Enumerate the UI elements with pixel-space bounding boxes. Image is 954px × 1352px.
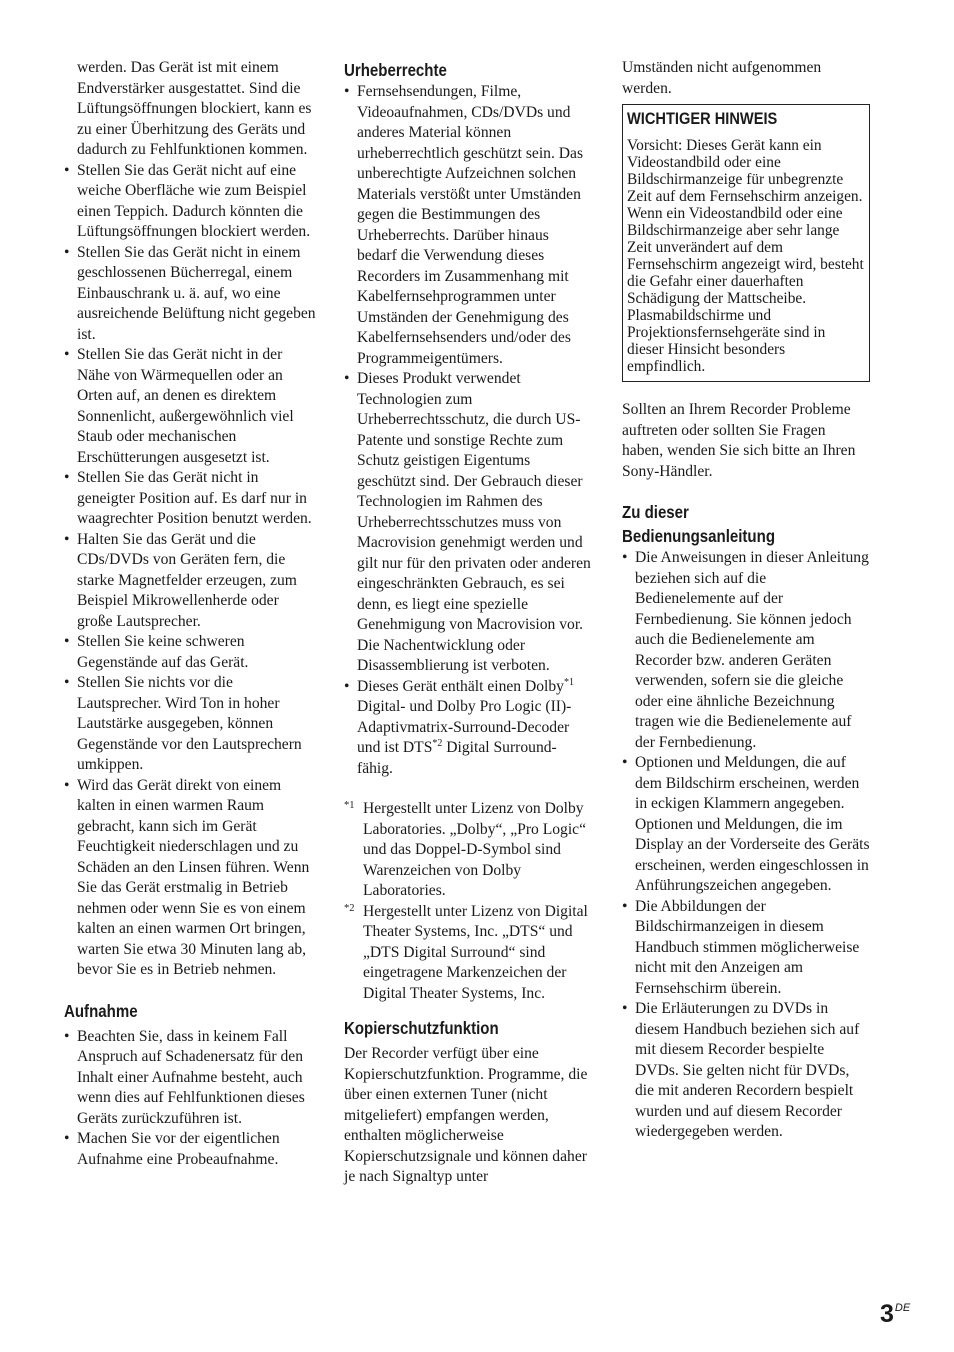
footnote-mark: *1 (344, 800, 355, 811)
list-item: • Beachten Sie, dass in keinem Fall Anspruch auf Schadenersatz für den Inhalt einer Aufnahme besteht, auch wenn dies auf Fehlfunktionen dieses Geräts zurückzuführen ist. (64, 1027, 316, 1130)
list-item: • Halten Sie das Gerät und die CDs/DVDs von Geräten fern, die starke Magnetfelder erzeugen, zum Beispiel Mikrowellenherde oder große Lautsprecher. (64, 530, 316, 633)
list-item: • Wird das Gerät direkt von einem kalten in einen warmen Raum gebracht, kann sich im Gerät Feuchtigkeit niederschlagen und zu Schäden an den Linsen führen. Wenn Sie das Gerät erstmalig in Betrieb nehmen oder wenn Sie es von einem kalten an einen warmen Ort bringen, warten Sie etwa 30 Minuten lang ab, bevor Sie es in Betrieb nehmen. (64, 776, 316, 981)
column-middle (344, 58, 592, 1188)
section-heading-urheberrechte: Urheberrechte (344, 60, 447, 80)
footnote-list (344, 799, 592, 1004)
notice-heading: WICHTIGER HINWEIS (627, 109, 778, 128)
column-right (622, 58, 870, 1143)
section-heading-bedienungsanleitung: Bedienungsanleitung (622, 526, 776, 546)
manual-bullet-list (622, 548, 870, 1143)
section-heading-zu-dieser: Zu dieser (622, 502, 689, 522)
footnote (344, 902, 592, 1005)
list-item: • Fernsehsendungen, Filme, Videoaufnahmen, CDs/DVDs und anderes Material können urheberrechtlich geschützt sein. Das unberechtigte Aufzeichnen solchen Materials verstößt unter Umständen gegen die Bestimmungen des Urheberrechts. Darüber hinaus bedarf die Verwendung dieses Recorders im Zusammenhang mit Kabelfernsehprogrammen unter Umständen der Genehmigung des Kabelfernsehsenders und/oder des Programmeigentümers. (344, 82, 592, 369)
list-item: • Stellen Sie nichts vor die Lautsprecher. Wird Ton in hoher Lautstärke ausgegeben, können Gegenstände vor den Lautsprechern umkippen. (64, 673, 316, 776)
list-item: • Machen Sie vor der eigentlichen Aufnahme eine Probeaufnahme. (64, 1129, 316, 1170)
continued-paragraph: werden. Das Gerät ist mit einem Endverstärker ausgestattet. Sind die Lüftungsöffnungen blockiert, kann es zu einer Überhitzung des Geräts und dadurch zu Fehlfunktionen kommen. (77, 59, 312, 158)
list-item: • Stellen Sie keine schweren Gegenstände auf das Gerät. (64, 632, 316, 673)
footnote-text: Hergestellt unter Lizenz von Digital Theater Systems, Inc. „DTS“ und „DTS Digital Surround“ sind eingetragene Markenzeichen der Digital Theater Systems, Inc. (363, 902, 588, 1002)
list-item: • Die Erläuterungen zu DVDs in diesem Handbuch beziehen sich auf mit diesem Recorder bespielte DVDs. Sie gelten nicht für DVDs, die mit anderen Recordern bespielt wurden und auf diesem Recorder wiedergegeben werden. (622, 999, 870, 1143)
footnote-ref: *1 (563, 676, 574, 688)
list-item: • Die Abbildungen der Bildschirmanzeigen in diesem Handbuch stimmen möglicherweise nicht mit den Anzeigen am Fernsehschirm überein. (622, 897, 870, 1000)
list-item-dolby (344, 677, 592, 780)
dolby-text-part: Digital- und Dolby Pro Logic (II)-Adaptivmatrix-Surround-Decoder und ist DTS (357, 698, 572, 756)
page-number (880, 1300, 910, 1329)
page-number-value: 3 (880, 1300, 894, 1328)
footnote-text: Hergestellt unter Lizenz von Dolby Laboratories. „Dolby“, „Pro Logic“ und das Doppel-D-Symbol sind Warenzeichen von Dolby Laboratories. (363, 800, 586, 899)
footnote-mark: *2 (344, 902, 355, 914)
list-item: • Dieses Produkt verwendet Technologien zum Urheberrechtsschutz, die durch US-Patente und sonstige Rechte zum Schutz geistigen Eigentums geschützt sind. Der Gebrauch dieser Technologien im Rahmen des Urheberrechtsschutzes muss von Macrovision genehmigt werden und gilt nur für den privaten oder anderen eingeschränkten Gebrauch, es sei denn, es liegt eine spezielle Genehmigung von Macrovision vor. Die Nachentwicklung oder Disassemblierung ist verboten. (344, 369, 592, 677)
section-heading-aufnahme: Aufnahme (64, 1000, 138, 1021)
continued-paragraph: Umständen nicht aufgenommen werden. (622, 59, 822, 97)
copyright-bullet-list (344, 82, 592, 779)
list-item: • Stellen Sie das Gerät nicht in geneigter Position auf. Es darf nur in waagrechter Position benutzt werden. (64, 468, 316, 530)
important-notice-box (622, 104, 870, 382)
list-item: • Stellen Sie das Gerät nicht in der Nähe von Wärmequellen oder an Orten auf, an denen es direktem Sonnenlicht, außergewöhnlich viel Staub oder mechanischen Erschütterungen ausgesetzt ist. (64, 345, 316, 468)
list-item: • Stellen Sie das Gerät nicht auf eine weiche Oberfläche wie zum Beispiel einen Teppich. Dadurch könnten die Lüftungsöffnungen blockiert werden. (64, 161, 316, 243)
dolby-text-part: Digital Surround-fähig. (357, 739, 557, 777)
aufnahme-bullet-list (64, 1027, 316, 1171)
support-paragraph: Sollten an Ihrem Recorder Probleme auftreten oder sollten Sie Fragen haben, wenden Sie sich bitte an Ihren Sony-Händler. (622, 401, 856, 480)
placement-bullet-list (64, 161, 316, 981)
column-left (64, 58, 316, 1170)
notice-text: Vorsicht: Dieses Gerät kann ein Videostandbild oder eine Bildschirmanzeige für unbegrenzte Zeit auf dem Fernsehschirm anzeigen. Wenn ein Videostandbild oder eine Bildschirmanzeige aber sehr lange Zeit unverändert auf dem Fernsehschirm angezeigt wird, besteht die Gefahr einer dauerhaften Schädigung der Mattscheibe. Plasmabildschirme und Projektionsfernsehgeräte sind in dieser Hinsicht besonders empfindlich. (627, 137, 864, 375)
list-item: • Die Anweisungen in dieser Anleitung beziehen sich auf die Bedienelemente auf der Fernbedienung. Sie können jedoch auch die Bedienelemente am Recorder bzw. anderen Geräten verwenden, sofern sie die gleiche oder eine ähnliche Bezeichnung tragen wie die Bedienelemente auf der Fernbedienung. (622, 548, 870, 753)
section-heading-kopierschutz: Kopierschutzfunktion (344, 1018, 499, 1038)
footnote (344, 799, 592, 902)
kopierschutz-paragraph: Der Recorder verfügt über eine Kopierschutzfunktion. Programme, die über einen externen Tuner (nicht mitgeliefert) empfangen werden, enthalten möglicherweise Kopierschutzsignale und können daher je nach Signaltyp unter (344, 1045, 588, 1185)
page-language-code: DE (894, 1302, 911, 1314)
list-item: • Optionen und Meldungen, die auf dem Bildschirm erscheinen, werden in eckigen Klammern angegeben. Optionen und Meldungen, die im Display an der Vorderseite des Geräts erscheinen, werden eingeschlossen in Anführungszeichen angegeben. (622, 753, 870, 897)
dolby-text-part: Dieses Gerät enthält einen Dolby (357, 677, 564, 695)
footnote-ref: *2 (432, 738, 443, 749)
list-item: • Stellen Sie das Gerät nicht in einem geschlossenen Bücherregal, einem Einbauschrank u. ä. auf, wo eine ausreichende Belüftung nicht gegeben ist. (64, 243, 316, 346)
